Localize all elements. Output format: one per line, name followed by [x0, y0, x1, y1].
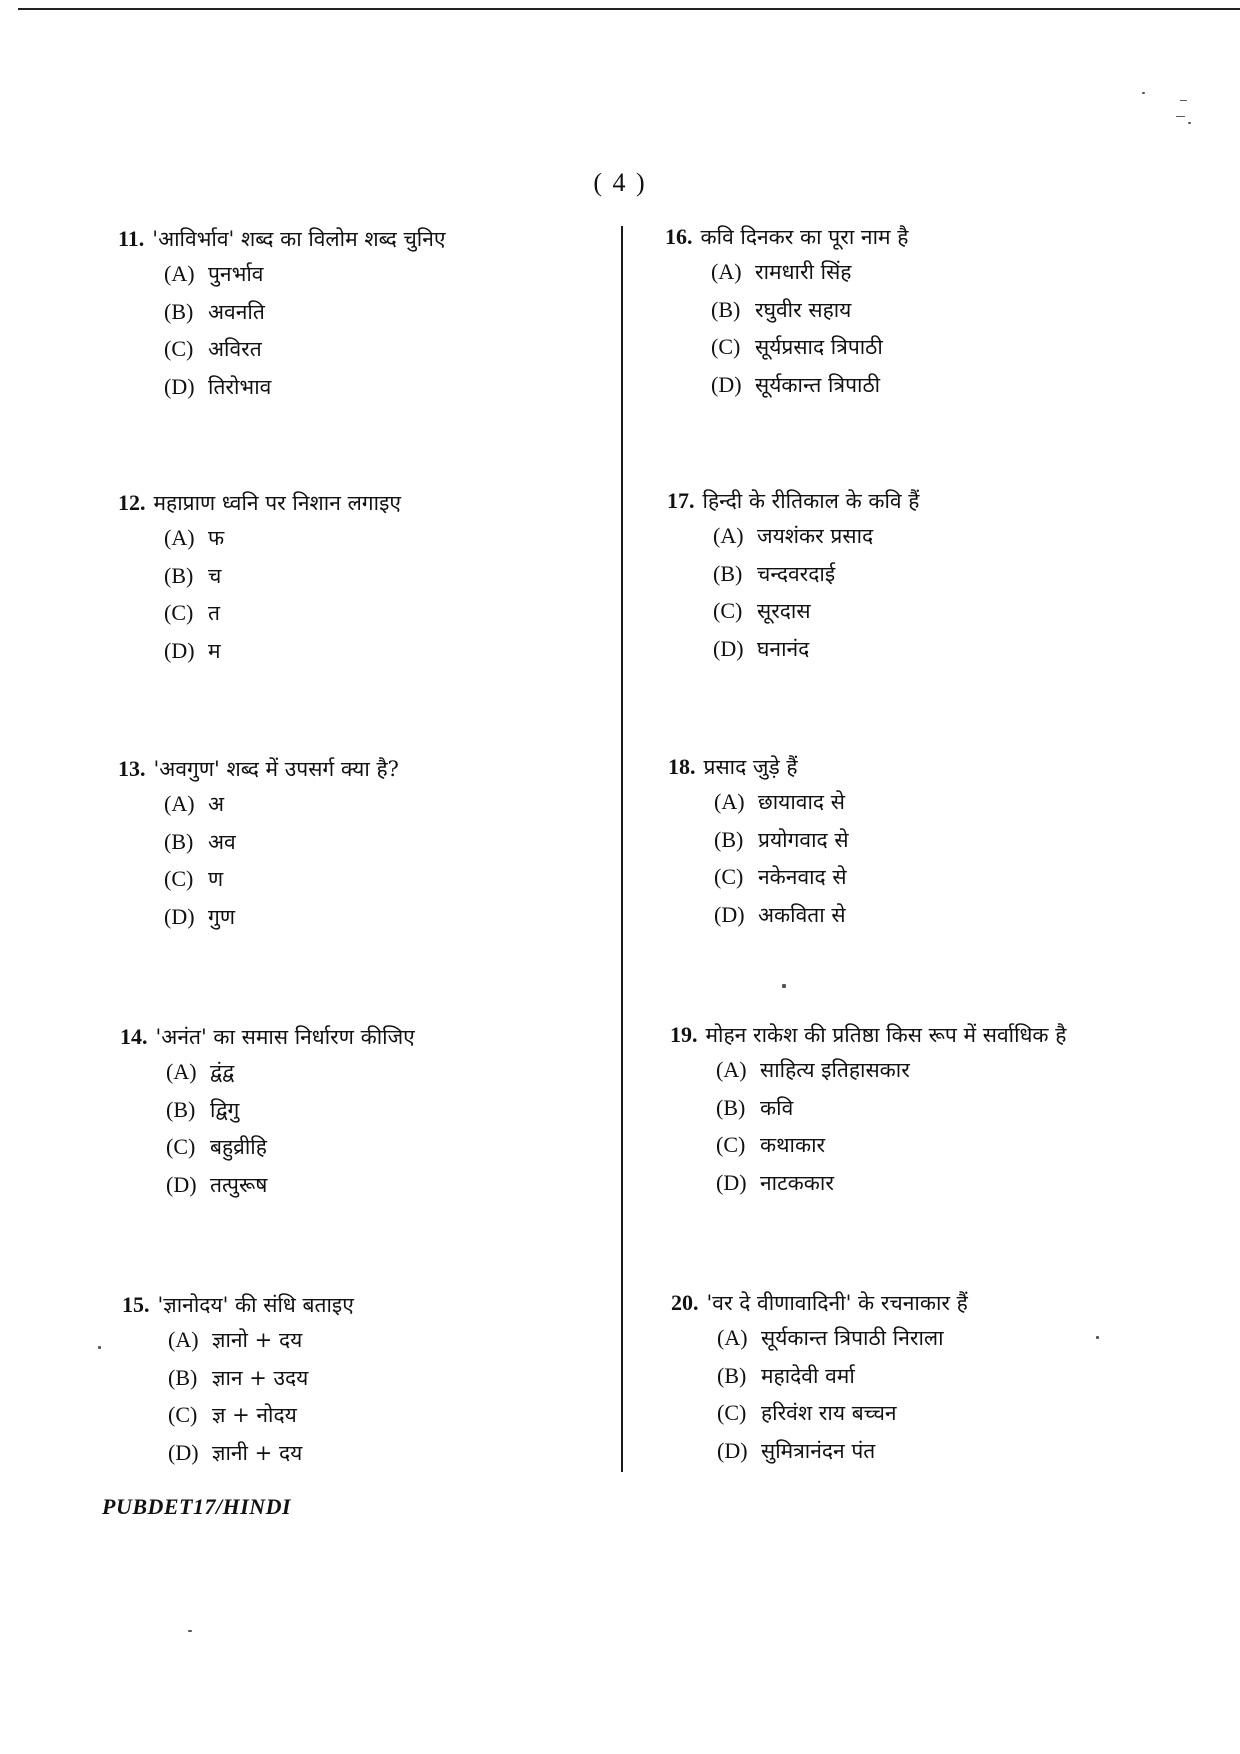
- question-text: महाप्राण ध्वनि पर निशान लगाइए: [153, 491, 401, 515]
- option-list: [164, 260, 638, 410]
- question-text: प्रसाद जुड़े हैं: [703, 755, 798, 779]
- question-number: 20.: [671, 1290, 699, 1315]
- question-text: 'ज्ञानोदय' की संधि बताइए: [157, 1293, 354, 1317]
- option-d: [713, 635, 1187, 673]
- option-d: [711, 371, 1185, 409]
- question-20: [671, 1288, 1191, 1474]
- option-key: (D): [716, 1169, 747, 1195]
- option-d: [714, 901, 1188, 939]
- option-c: [711, 333, 1185, 371]
- option-key: (B): [713, 560, 743, 586]
- option-text: अकविता से: [758, 902, 846, 927]
- question-11: [118, 224, 638, 410]
- question-number: 16.: [665, 224, 693, 249]
- option-a: [164, 260, 638, 298]
- option-b: [164, 298, 638, 336]
- option-d: [164, 373, 638, 411]
- option-key: (A): [711, 259, 742, 284]
- option-key: (B): [714, 826, 744, 852]
- option-c: [164, 335, 638, 373]
- option-text: सूर्यकान्त त्रिपाठी: [755, 372, 881, 397]
- option-key: (D): [164, 373, 195, 399]
- option-text: नाटककार: [760, 1170, 834, 1195]
- scan-speck: [1096, 1336, 1099, 1339]
- option-text: सूर्यप्रसाद त्रिपाठी: [755, 335, 883, 359]
- option-list: [164, 524, 638, 674]
- option-text: तत्पुरूष: [210, 1172, 268, 1197]
- option-a: [713, 522, 1187, 560]
- option-key: (A): [168, 1327, 199, 1352]
- option-d: [166, 1171, 640, 1209]
- option-d: [716, 1169, 1190, 1207]
- option-text: अव: [208, 829, 236, 854]
- option-text: द्वंद्व: [210, 1060, 235, 1084]
- option-key: (C): [166, 1134, 196, 1159]
- question-number: 19.: [670, 1022, 698, 1047]
- option-b: [711, 296, 1185, 334]
- option-b: [713, 560, 1187, 598]
- option-text: चन्दवरदाई: [757, 561, 836, 586]
- option-a: [717, 1324, 1191, 1362]
- question-text: मोहन राकेश की प्रतिष्ठा किस रूप में सर्वाधिक है: [705, 1023, 1067, 1047]
- option-text: नकेनवाद से: [758, 865, 847, 889]
- option-a: [711, 258, 1185, 296]
- option-c: [713, 597, 1187, 635]
- option-text: च: [208, 563, 222, 588]
- option-text: कवि: [760, 1095, 794, 1120]
- question-number: 13.: [118, 756, 146, 781]
- question-number: 11.: [118, 226, 145, 251]
- option-d: [717, 1437, 1191, 1475]
- paper-code: PUBDET17/HINDI: [102, 1494, 292, 1519]
- option-key: (A): [714, 789, 745, 814]
- option-key: (A): [164, 791, 195, 816]
- option-list: [711, 258, 1185, 408]
- option-text: महादेवी वर्मा: [761, 1363, 855, 1388]
- option-text: रामधारी सिंह: [755, 260, 852, 284]
- option-key: (D): [166, 1171, 197, 1197]
- option-key: (C): [713, 598, 743, 623]
- option-key: (B): [711, 296, 741, 322]
- option-b: [716, 1094, 1190, 1132]
- option-text: घनानंद: [757, 636, 810, 661]
- option-a: [168, 1326, 642, 1364]
- option-c: [714, 863, 1188, 901]
- option-key: (A): [717, 1325, 748, 1350]
- option-text: ज्ञान + उदय: [212, 1365, 309, 1390]
- option-key: (A): [164, 261, 195, 286]
- option-text: म: [208, 638, 221, 663]
- option-key: (C): [711, 334, 741, 359]
- scan-speck: [1188, 122, 1191, 124]
- option-c: [166, 1133, 640, 1171]
- option-text: ज्ञानी + दय: [212, 1440, 303, 1465]
- question-text: 'वर दे वीणावादिनी' के रचनाकार हैं: [706, 1291, 968, 1315]
- option-text: फ: [208, 526, 225, 550]
- option-key: (D): [711, 371, 742, 397]
- option-key: (D): [717, 1437, 748, 1463]
- option-text: तिरोभाव: [208, 374, 272, 399]
- option-d: [164, 903, 638, 941]
- option-b: [166, 1096, 640, 1134]
- question-text: कवि दिनकर का पूरा नाम है: [700, 225, 909, 249]
- option-text: गुण: [208, 904, 236, 929]
- option-key: (A): [713, 523, 744, 548]
- option-text: साहित्य इतिहासकार: [760, 1058, 910, 1082]
- option-d: [168, 1439, 642, 1477]
- question-17: [667, 486, 1187, 672]
- option-key: (D): [164, 637, 195, 663]
- option-text: ज्ञानो + दय: [212, 1328, 303, 1352]
- option-list: [716, 1056, 1190, 1206]
- option-text: रघुवीर सहाय: [755, 297, 852, 322]
- question-number: 12.: [118, 490, 146, 515]
- top-rule: [18, 8, 1240, 10]
- option-b: [168, 1364, 642, 1402]
- option-key: (C): [164, 336, 194, 361]
- question-16: [665, 222, 1185, 408]
- option-b: [717, 1362, 1191, 1400]
- option-key: (B): [166, 1096, 196, 1122]
- option-text: द्विगु: [210, 1097, 240, 1122]
- option-c: [164, 599, 638, 637]
- question-15: [122, 1290, 642, 1476]
- page-number: ( 4 ): [593, 168, 647, 197]
- option-text: प्रयोगवाद से: [758, 827, 849, 852]
- option-d: [164, 637, 638, 675]
- option-b: [164, 828, 638, 866]
- option-key: (B): [716, 1094, 746, 1120]
- option-b: [714, 826, 1188, 864]
- option-key: (B): [168, 1364, 198, 1390]
- option-key: (B): [164, 562, 194, 588]
- option-text: सूर्यकान्त त्रिपाठी निराला: [761, 1326, 944, 1350]
- question-18: [668, 752, 1188, 938]
- question-12: [118, 488, 638, 674]
- option-a: [714, 788, 1188, 826]
- option-text: कथाकार: [760, 1133, 826, 1157]
- option-c: [164, 865, 638, 903]
- option-key: (B): [717, 1362, 747, 1388]
- question-19: [670, 1020, 1190, 1206]
- option-a: [166, 1058, 640, 1096]
- option-list: [713, 522, 1187, 672]
- option-list: [714, 788, 1188, 938]
- scan-speck: [1176, 116, 1185, 117]
- option-key: (D): [714, 901, 745, 927]
- option-key: (D): [713, 635, 744, 661]
- option-text: त: [208, 601, 220, 625]
- option-c: [716, 1131, 1190, 1169]
- option-text: हरिवंश राय बच्चन: [761, 1401, 897, 1425]
- option-key: (A): [164, 525, 195, 550]
- option-text: ज्ञ + नोदय: [212, 1403, 297, 1427]
- question-number: 14.: [120, 1024, 148, 1049]
- question-13: [118, 754, 638, 940]
- option-key: (A): [166, 1059, 197, 1084]
- option-text: अवनति: [208, 299, 265, 324]
- scan-speck: [188, 1630, 192, 1632]
- scan-speck: [782, 984, 786, 988]
- option-key: (C): [164, 866, 194, 891]
- option-a: [716, 1056, 1190, 1094]
- option-text: बहुव्रीहि: [210, 1135, 267, 1159]
- question-text: 'आविर्भाव' शब्द का विलोम शब्द चुनिए: [152, 227, 446, 251]
- option-text: छायावाद से: [758, 790, 845, 814]
- option-key: (B): [164, 298, 194, 324]
- option-key: (B): [164, 828, 194, 854]
- option-text: पुनर्भाव: [208, 262, 264, 286]
- option-key: (C): [168, 1402, 198, 1427]
- option-text: अ: [208, 792, 225, 816]
- question-14: [120, 1022, 640, 1208]
- question-text: 'अनंत' का समास निर्धारण कीजिए: [155, 1025, 415, 1049]
- question-number: 18.: [668, 754, 696, 779]
- option-text: ण: [208, 867, 224, 891]
- option-key: (C): [717, 1400, 747, 1425]
- option-text: सूरदास: [757, 599, 811, 623]
- option-key: (C): [714, 864, 744, 889]
- option-key: (A): [716, 1057, 747, 1082]
- option-text: अविरत: [208, 337, 262, 361]
- option-key: (C): [164, 600, 194, 625]
- option-key: (C): [716, 1132, 746, 1157]
- option-text: सुमित्रानंदन पंत: [761, 1438, 876, 1463]
- option-key: (D): [168, 1439, 199, 1465]
- option-list: [168, 1326, 642, 1476]
- scan-speck: [1142, 92, 1145, 94]
- scan-speck: [1180, 100, 1187, 101]
- option-list: [166, 1058, 640, 1208]
- question-number: 17.: [667, 488, 695, 513]
- option-c: [717, 1399, 1191, 1437]
- scan-speck: [98, 1346, 101, 1349]
- option-key: (D): [164, 903, 195, 929]
- option-a: [164, 790, 638, 828]
- question-text: हिन्दी के रीतिकाल के कवि हैं: [702, 489, 920, 513]
- question-number: 15.: [122, 1292, 150, 1317]
- option-b: [164, 562, 638, 600]
- option-list: [717, 1324, 1191, 1474]
- option-text: जयशंकर प्रसाद: [757, 524, 874, 548]
- question-text: 'अवगुण' शब्द में उपसर्ग क्या है?: [153, 757, 399, 781]
- option-a: [164, 524, 638, 562]
- option-c: [168, 1401, 642, 1439]
- option-list: [164, 790, 638, 940]
